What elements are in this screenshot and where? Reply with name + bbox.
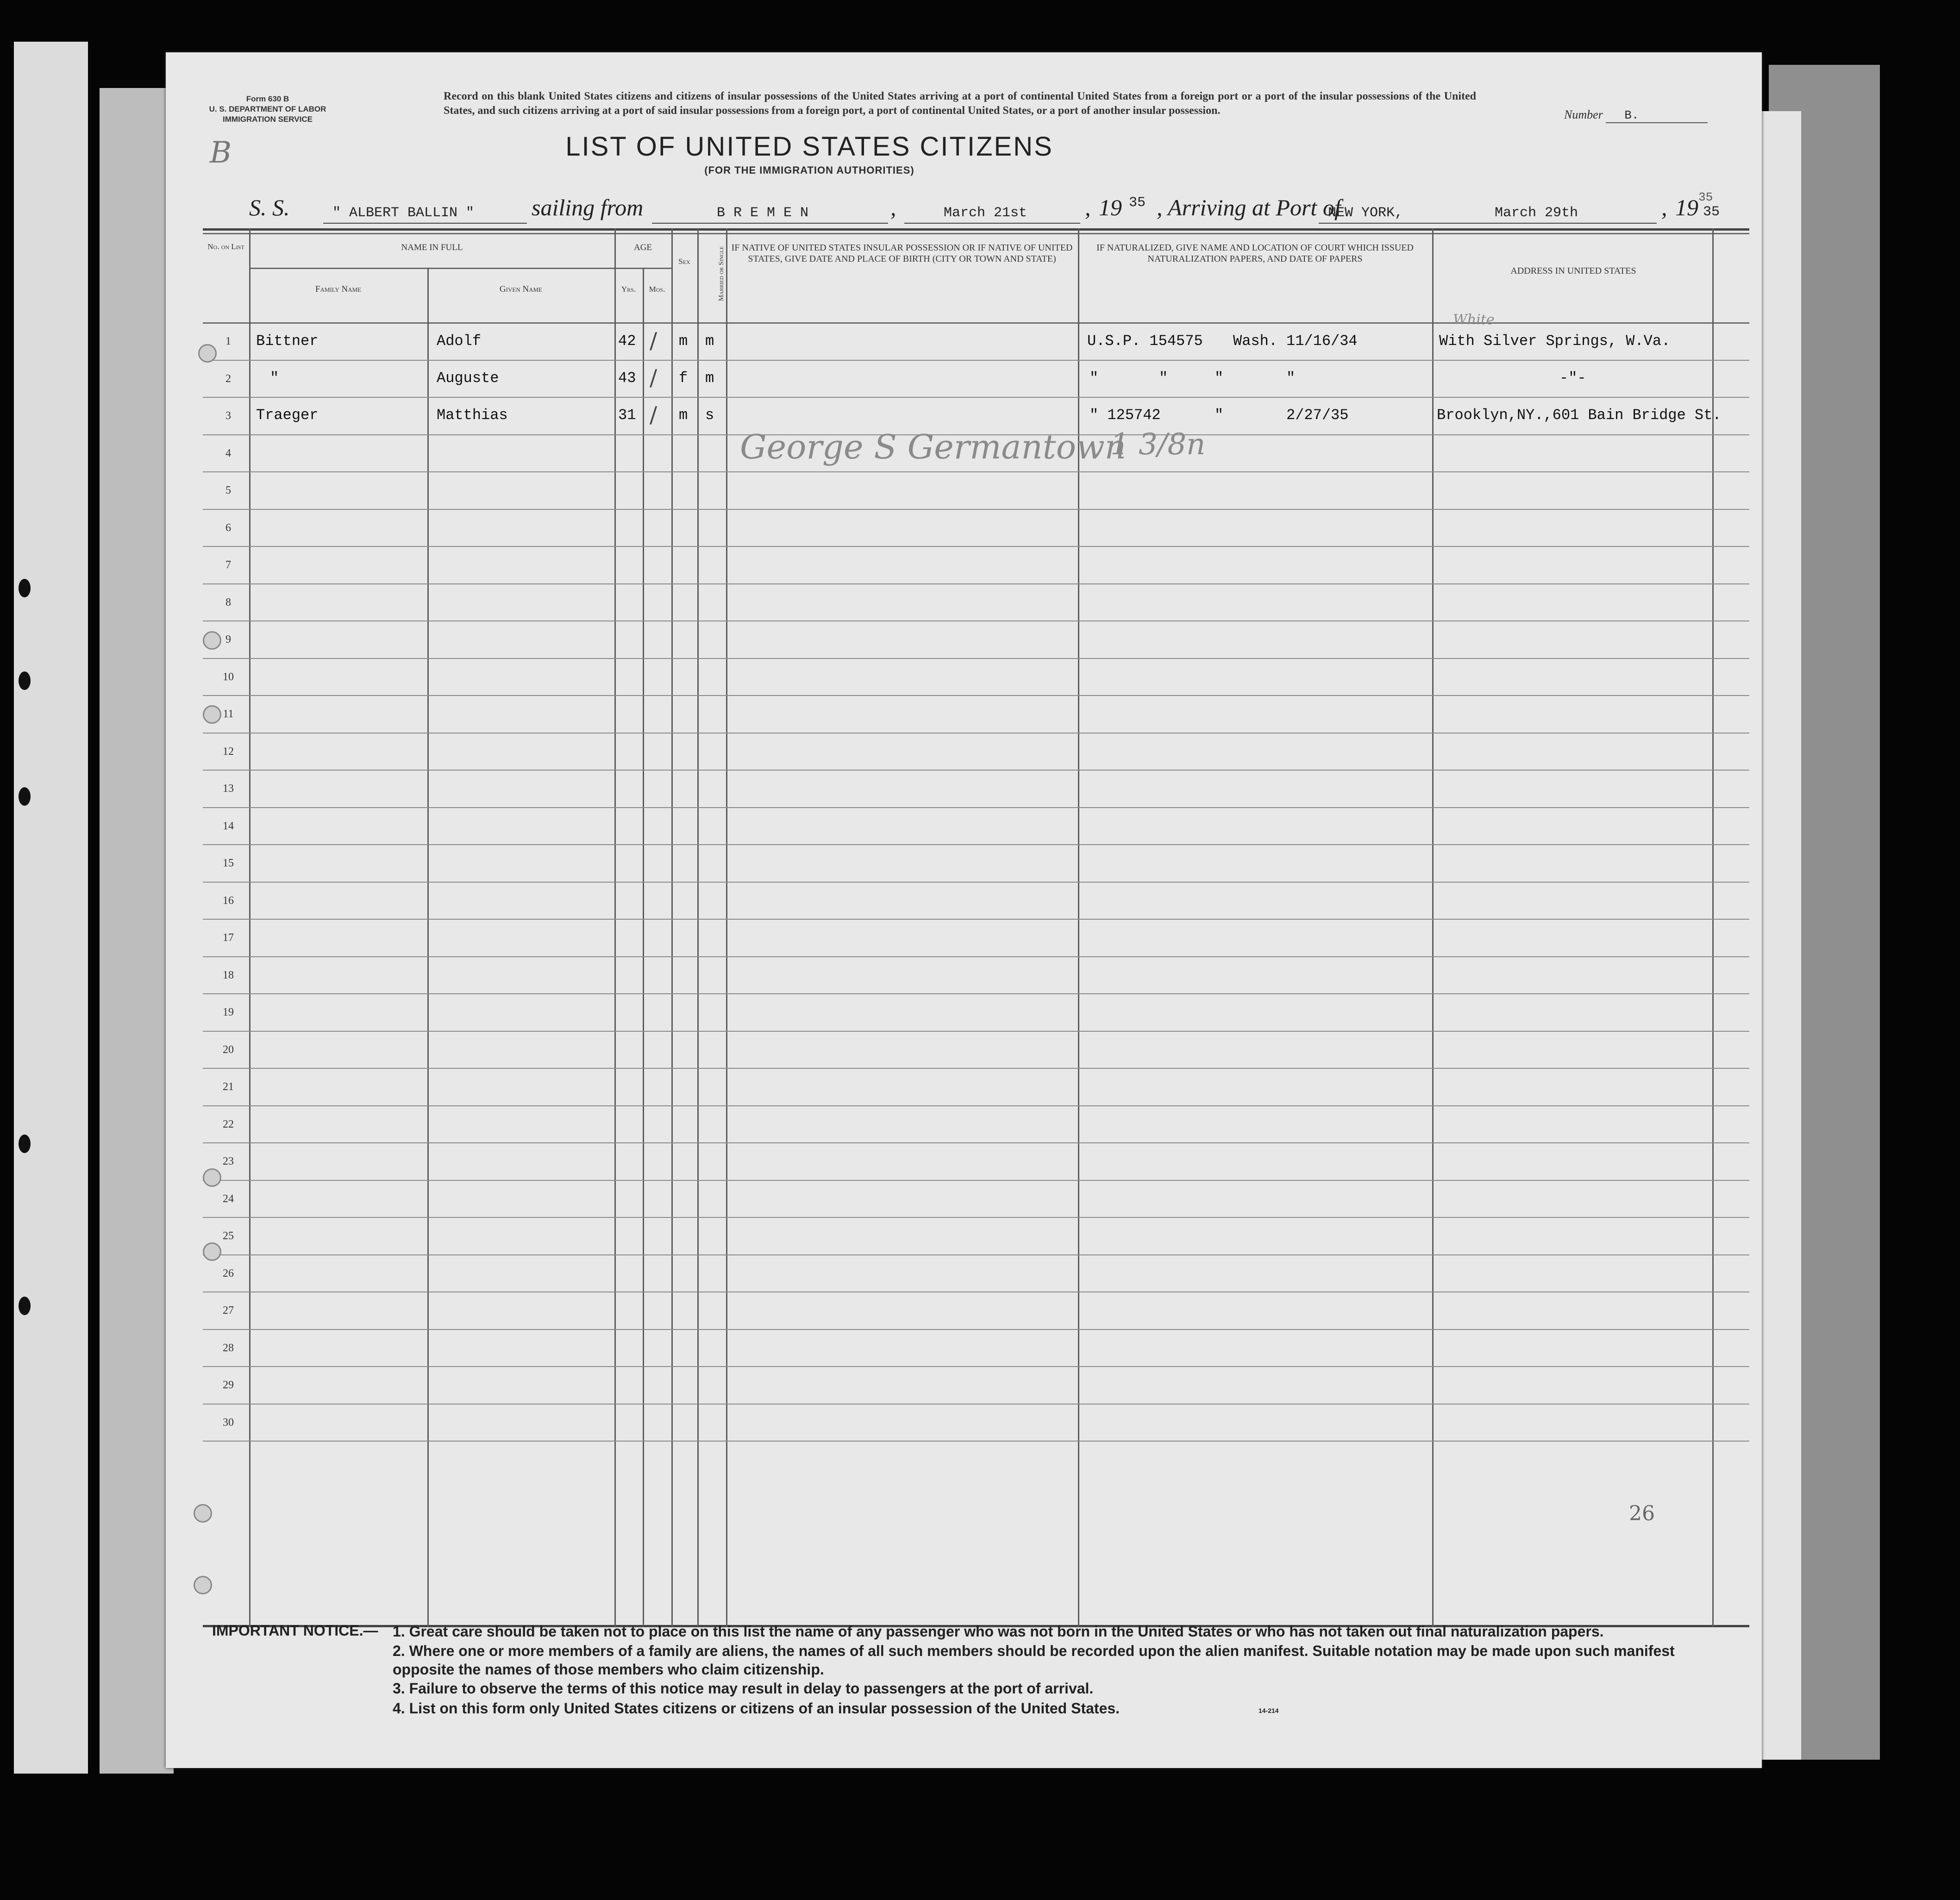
ship-underline bbox=[323, 223, 527, 224]
row-rule bbox=[203, 882, 1749, 883]
row-rule bbox=[203, 1217, 1749, 1218]
row-number: 7 bbox=[225, 559, 231, 571]
row-rule bbox=[203, 583, 1749, 584]
row-number: 9 bbox=[225, 633, 231, 646]
row-number: 13 bbox=[223, 783, 234, 795]
binder-hole bbox=[19, 579, 31, 597]
row3-sex: m bbox=[679, 407, 688, 424]
row3-yrs: 31 bbox=[618, 407, 636, 424]
row3-family: Traeger bbox=[256, 407, 319, 424]
row-rule bbox=[203, 956, 1749, 957]
row-number: 17 bbox=[223, 932, 234, 944]
table-top-rule bbox=[203, 228, 1749, 231]
row1-nat-paper: U.S.P. 154575 bbox=[1087, 332, 1203, 350]
manifest-table bbox=[203, 228, 1749, 1580]
number-value: B. bbox=[1606, 108, 1708, 123]
ss-label: S. S. bbox=[249, 194, 290, 220]
manifest-sheet bbox=[166, 52, 1762, 1768]
page-subtitle: (FOR THE IMMIGRATION AUTHORITIES) bbox=[704, 164, 914, 176]
handwritten-mark: B bbox=[210, 136, 232, 170]
binder-hole bbox=[19, 671, 31, 690]
punch-hole bbox=[194, 1504, 212, 1523]
row-rule bbox=[203, 1142, 1749, 1143]
comma: , bbox=[1661, 194, 1667, 220]
row2-given: Auguste bbox=[437, 370, 499, 387]
row-number: 11 bbox=[223, 708, 234, 720]
row-rule bbox=[203, 733, 1749, 734]
year-suffix-1: 35 bbox=[1129, 195, 1146, 211]
col-divider bbox=[1712, 228, 1714, 1627]
date-arrived: March 29th bbox=[1495, 205, 1578, 221]
row-number: 28 bbox=[223, 1342, 234, 1354]
punch-hole bbox=[203, 1168, 221, 1187]
col-header-address: ADDRESS IN UNITED STATES bbox=[1510, 266, 1636, 276]
col-divider bbox=[726, 228, 727, 1627]
col-divider bbox=[249, 228, 250, 1627]
ship-name: " ALBERT BALLIN " bbox=[332, 205, 475, 221]
row2-nat-date: " bbox=[1215, 370, 1224, 387]
row-number: 4 bbox=[225, 447, 231, 459]
col-header-mos: Mos. bbox=[649, 285, 665, 294]
row2-sex: f bbox=[679, 370, 688, 387]
row-rule bbox=[203, 1068, 1749, 1069]
row-rule bbox=[203, 1254, 1749, 1255]
sailing-from-label: sailing from bbox=[532, 194, 644, 220]
col-header-naturalization: IF NATURALIZED, GIVE NAME AND LOCATION OF COURT WHICH ISSUED NATURALIZATION PAPERS, AND DATE OF PAPERS bbox=[1096, 243, 1414, 264]
row-number: 30 bbox=[223, 1416, 234, 1429]
row-rule bbox=[203, 919, 1749, 920]
row-rule bbox=[203, 1031, 1749, 1032]
name-subheader-rule bbox=[249, 268, 670, 269]
row-rule bbox=[203, 1180, 1749, 1181]
row1-sex: m bbox=[679, 332, 688, 350]
col-header-age: AGE bbox=[633, 243, 652, 252]
punch-hole bbox=[203, 705, 221, 724]
page-title: LIST OF UNITED STATES CITIZENS bbox=[565, 132, 1053, 162]
row-number: 3 bbox=[225, 410, 231, 422]
notice-item-3: 3. Failure to observe the terms of this notice may result in delay to passengers at the port of arrival. bbox=[393, 1680, 1094, 1697]
row2-nat-paper: " bbox=[1090, 370, 1099, 387]
col-header-married: Married or Single bbox=[718, 246, 725, 301]
col-header-no: No. on List bbox=[207, 242, 244, 251]
number-label: Number bbox=[1564, 108, 1603, 121]
row-rule bbox=[203, 844, 1749, 845]
notice-label: IMPORTANT NOTICE.— bbox=[212, 1622, 378, 1639]
row-number: 20 bbox=[223, 1043, 234, 1056]
punch-hole bbox=[203, 1242, 221, 1261]
row-number: 23 bbox=[223, 1155, 234, 1167]
col-divider bbox=[1432, 228, 1434, 1627]
year-prefix-2: 19 bbox=[1675, 194, 1698, 220]
row1-nat-date: 11/16/34 bbox=[1286, 332, 1358, 350]
row3-address: Brooklyn,NY.,601 Bain Bridge St. bbox=[1437, 407, 1722, 424]
col-header-sex: Sex bbox=[678, 257, 690, 266]
row-rule bbox=[203, 993, 1749, 994]
col-header-family: Family Name bbox=[315, 284, 362, 294]
row2-mos: / bbox=[650, 365, 658, 391]
row3-nat-date: 2/27/35 bbox=[1286, 407, 1349, 424]
row-number: 12 bbox=[223, 745, 234, 758]
port-arrival: NEW YORK, bbox=[1328, 205, 1403, 221]
handwritten-annotation: George S Germantown bbox=[740, 427, 1127, 466]
row-rule bbox=[203, 509, 1749, 510]
col-header-given: Given Name bbox=[499, 284, 543, 294]
col-divider bbox=[697, 228, 699, 1627]
row-rule bbox=[203, 1329, 1749, 1330]
row-rule bbox=[203, 1105, 1749, 1106]
row-rule bbox=[203, 807, 1749, 808]
row-rule bbox=[203, 397, 1749, 398]
date-sailed-underline bbox=[904, 223, 1080, 224]
row3-marital: s bbox=[705, 407, 714, 424]
form-instructions: Record on this blank United States citizens and citizens of insular possessions of the United States arriving at a port of continental United States from a foreign port or a port of the insular possessions of the United States, and such citizens arriving at a port of said insular possessions from a foreign port, a port of continental United States, or a port of another insular possession. bbox=[444, 90, 1476, 117]
col-header-yrs: Yrs. bbox=[621, 285, 636, 294]
row1-mos: / bbox=[650, 328, 658, 354]
page-number: 26 bbox=[1629, 1502, 1655, 1525]
notice-item-4: 4. List on this form only United States citizens or citizens of an insular possession of the United States. bbox=[393, 1700, 1120, 1717]
row-number: 22 bbox=[223, 1118, 234, 1130]
notice-code: 14-214 bbox=[1259, 1707, 1279, 1714]
voyage-line bbox=[249, 187, 1731, 224]
row2-marital: m bbox=[705, 370, 714, 387]
row-number: 15 bbox=[223, 857, 234, 869]
row-number: 1 bbox=[225, 335, 231, 347]
row1-address-note: White bbox=[1453, 312, 1495, 328]
row-rule bbox=[203, 1404, 1749, 1405]
underlying-page-left-inner bbox=[100, 88, 174, 1774]
notice-item-2: 2. Where one or more members of a family are aliens, the names of all such members should be recorded upon the alien manifest. Suitable notation may be made upon such manifest opposite the names of those members who claim citizenship. bbox=[393, 1643, 1675, 1678]
date-sailed: March 21st bbox=[944, 205, 1027, 221]
year-prefix-1: 19 bbox=[1099, 194, 1122, 220]
row-rule bbox=[203, 770, 1749, 771]
row1-yrs: 42 bbox=[618, 332, 636, 350]
binder-hole bbox=[19, 787, 31, 806]
notice-item-1: 1. Great care should be taken not to place on this list the name of any passenger who was not born in the United States or who has not taken out final naturalization papers. bbox=[393, 1623, 1604, 1640]
row-rule bbox=[203, 1441, 1749, 1442]
row-number: 18 bbox=[223, 969, 234, 981]
row-rule bbox=[203, 546, 1749, 547]
row-number: 14 bbox=[223, 820, 234, 832]
row3-nat-court: " bbox=[1215, 407, 1224, 424]
row-rule bbox=[203, 695, 1749, 696]
row-number: 6 bbox=[225, 521, 231, 534]
binder-hole bbox=[19, 1135, 31, 1153]
row1-nat-court: Wash. bbox=[1233, 332, 1278, 350]
row-number: 5 bbox=[225, 484, 231, 496]
row-number: 21 bbox=[223, 1081, 234, 1093]
list-number bbox=[1564, 108, 1708, 123]
col-header-name: NAME IN FULL bbox=[401, 243, 463, 252]
comma: , bbox=[890, 194, 896, 220]
row3-given: Matthias bbox=[437, 407, 508, 424]
row-number: 16 bbox=[223, 894, 234, 907]
row-rule bbox=[203, 471, 1749, 472]
col-header-birth: IF NATIVE OF UNITED STATES INSULAR POSSESSION OR IF NATIVE OF UNITED STATES, GIVE DATE AND PLACE OF BIRTH (CITY OR TOWN AND STATE) bbox=[731, 243, 1073, 264]
punch-hole bbox=[203, 631, 221, 650]
row-number: 10 bbox=[223, 671, 234, 683]
row-number: 2 bbox=[225, 372, 231, 385]
col-divider bbox=[614, 228, 616, 1627]
arriving-label: , Arriving at Port of bbox=[1157, 194, 1341, 220]
binder-hole bbox=[19, 1297, 31, 1315]
row-rule bbox=[203, 658, 1749, 659]
row-number: 26 bbox=[223, 1267, 234, 1279]
row-number: 8 bbox=[225, 596, 231, 608]
row-number: 24 bbox=[223, 1192, 234, 1205]
row2-yrs: 43 bbox=[618, 370, 636, 387]
row1-given: Adolf bbox=[437, 332, 482, 350]
handwritten-count: 1 3/8n bbox=[1110, 427, 1206, 462]
form-number: Form 630 B bbox=[246, 94, 289, 103]
port-from: B R E M E N bbox=[717, 205, 809, 221]
comma: , bbox=[1085, 194, 1091, 220]
row1-marital: m bbox=[705, 332, 714, 350]
row2-address: -"- bbox=[1559, 370, 1586, 387]
row-number: 29 bbox=[223, 1379, 234, 1391]
port-arrival-underline bbox=[1319, 223, 1657, 224]
header-bottom-rule bbox=[203, 322, 1749, 324]
punch-hole bbox=[194, 1576, 212, 1594]
form-identifier bbox=[194, 94, 342, 125]
binder-holes bbox=[19, 93, 37, 1760]
punch-hole bbox=[198, 344, 217, 363]
year-suffix-2: 35 bbox=[1703, 204, 1720, 220]
row-number: 27 bbox=[223, 1304, 234, 1317]
department-name: U. S. DEPARTMENT OF LABOR bbox=[209, 105, 326, 113]
port-from-underline bbox=[652, 223, 888, 224]
row1-family: Bittner bbox=[256, 332, 319, 350]
col-divider bbox=[671, 228, 673, 1627]
row1-address: With Silver Springs, W.Va. bbox=[1439, 332, 1671, 350]
table-top-rule-2 bbox=[203, 233, 1749, 234]
year-overwrite-2: 35 bbox=[1698, 190, 1713, 204]
row-rule bbox=[203, 1366, 1749, 1367]
row-number: 25 bbox=[223, 1230, 234, 1242]
row-rule bbox=[203, 360, 1749, 361]
row2-family: " bbox=[270, 370, 279, 387]
row2-nat-extra: " bbox=[1286, 370, 1296, 387]
service-name: IMMIGRATION SERVICE bbox=[223, 115, 313, 124]
row2-nat-court: " bbox=[1159, 370, 1168, 387]
row-number: 19 bbox=[223, 1006, 234, 1018]
row3-nat-paper: " 125742 bbox=[1090, 407, 1161, 424]
row3-mos: / bbox=[650, 402, 658, 428]
